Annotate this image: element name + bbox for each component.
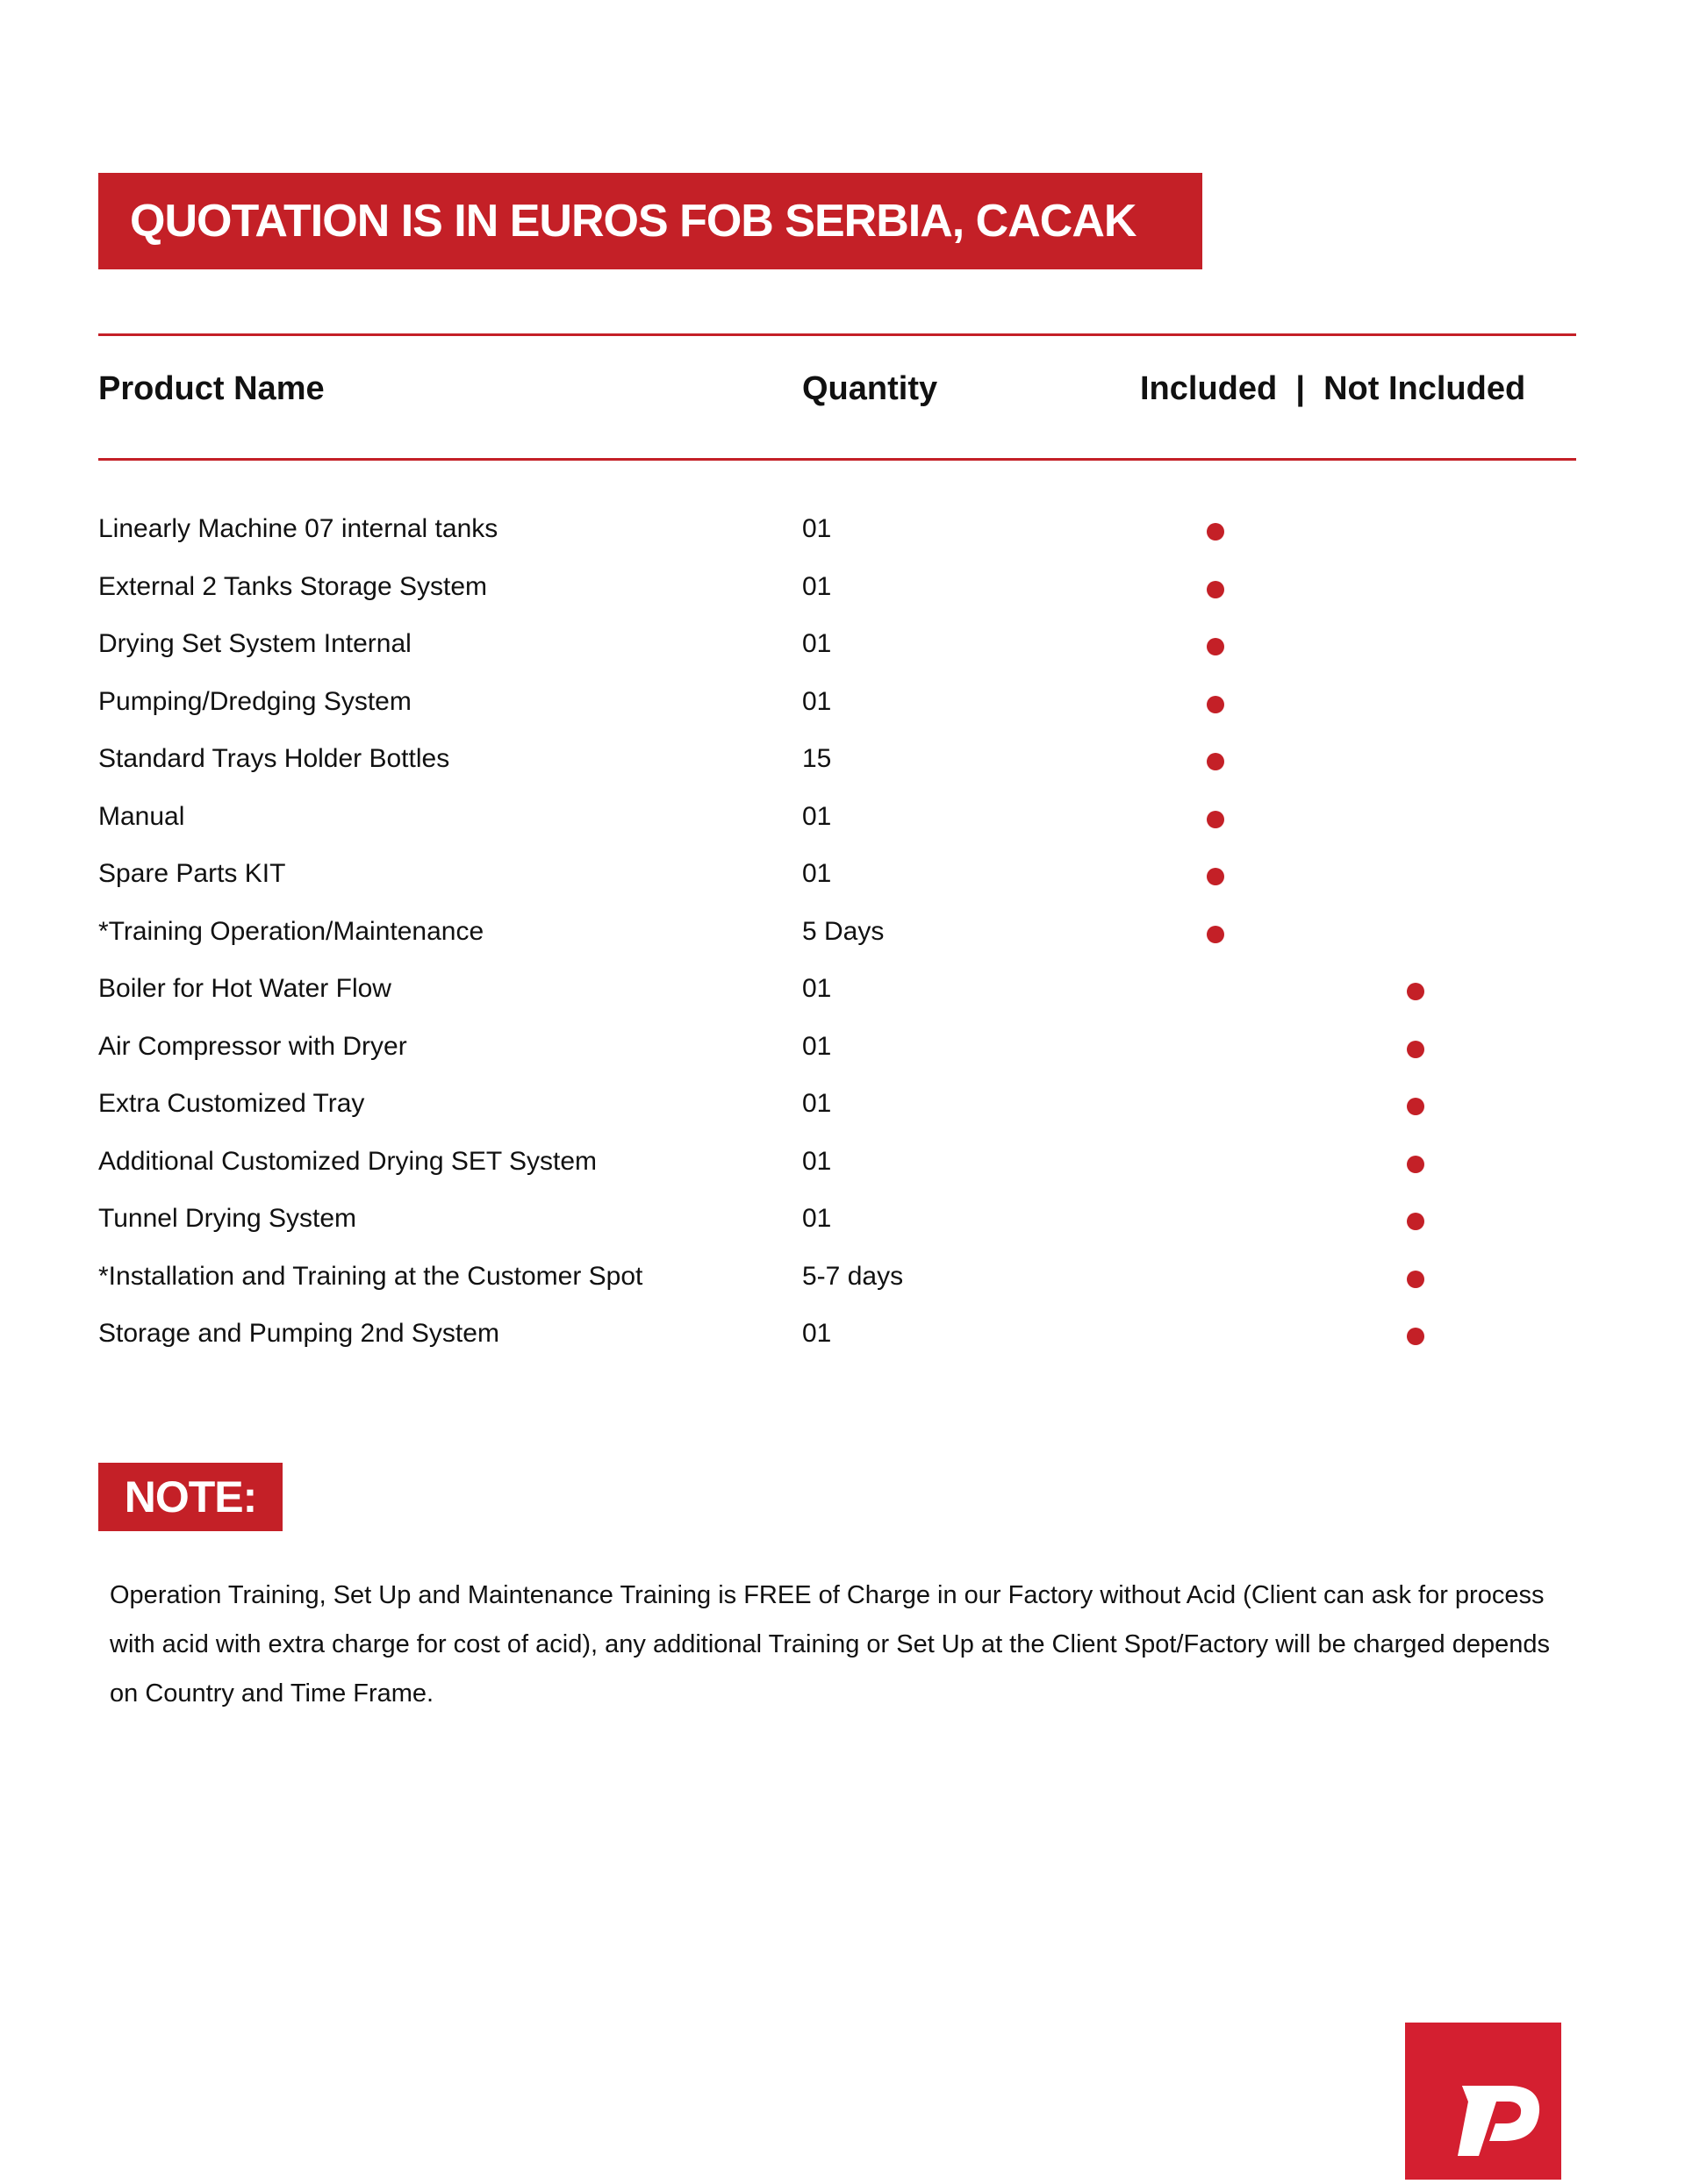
product-quantity: 01 [802, 801, 832, 831]
table-row [0, 1133, 1685, 1191]
included-dot-icon [1207, 753, 1224, 770]
table-row [0, 845, 1685, 903]
column-header-quantity: Quantity [802, 370, 938, 407]
product-quantity: 01 [802, 974, 832, 1003]
not-included-dot-icon [1407, 1213, 1424, 1230]
header-bottom-divider [98, 458, 1576, 461]
table-row [0, 1075, 1685, 1133]
included-dot-icon [1207, 581, 1224, 598]
product-quantity: 01 [802, 1146, 832, 1176]
p-logo-icon [1405, 2023, 1561, 2180]
not-included-dot-icon [1407, 983, 1424, 1000]
table-row [0, 1248, 1685, 1306]
quotation-banner: QUOTATION IS IN EUROS FOB SERBIA, CACAK [98, 173, 1202, 269]
table-row [0, 1190, 1685, 1248]
product-quantity: 01 [802, 571, 832, 601]
product-name: Spare Parts KIT [98, 859, 286, 888]
not-included-dot-icon [1407, 1041, 1424, 1058]
note-label: NOTE: [98, 1463, 283, 1531]
included-dot-icon [1207, 523, 1224, 541]
header-top-divider [98, 333, 1576, 336]
note-text: Operation Training, Set Up and Maintenance Training is FREE of Charge in our Factory without Acid (Client can ask for process with acid with extra charge for cost of acid), any additional Training or Set Up at the Client Spot/Factory will be charged depends on Country and Time Frame. [110, 1581, 1550, 1708]
product-quantity: 15 [802, 744, 832, 773]
not-included-dot-icon [1407, 1328, 1424, 1345]
product-quantity: 01 [802, 1089, 832, 1118]
table-row [0, 903, 1685, 961]
product-name: Boiler for Hot Water Flow [98, 974, 391, 1003]
included-dot-icon [1207, 926, 1224, 943]
included-dot-icon [1207, 811, 1224, 828]
table-row [0, 730, 1685, 788]
table-row [0, 960, 1685, 1018]
company-logo [1405, 2023, 1561, 2180]
product-name: Drying Set System Internal [98, 629, 412, 658]
product-name: Extra Customized Tray [98, 1089, 365, 1118]
product-quantity: 5 Days [802, 916, 885, 946]
product-name: Tunnel Drying System [98, 1204, 356, 1233]
included-dot-icon [1207, 696, 1224, 713]
included-dot-icon [1207, 868, 1224, 885]
product-quantity: 01 [802, 629, 832, 658]
not-included-dot-icon [1407, 1271, 1424, 1288]
product-quantity: 01 [802, 1031, 832, 1061]
product-name: Storage and Pumping 2nd System [98, 1319, 499, 1348]
not-included-dot-icon [1407, 1156, 1424, 1173]
table-row [0, 558, 1685, 616]
product-quantity: 01 [802, 686, 832, 716]
table-row [0, 1018, 1685, 1076]
product-quantity: 5-7 days [802, 1261, 904, 1291]
product-name: Pumping/Dredging System [98, 686, 412, 716]
product-quantity: 01 [802, 859, 832, 888]
product-name: Linearly Machine 07 internal tanks [98, 514, 498, 543]
product-name: Additional Customized Drying SET System [98, 1146, 598, 1176]
table-row [0, 615, 1685, 673]
product-name: Air Compressor with Dryer [98, 1031, 407, 1061]
product-name: External 2 Tanks Storage System [98, 571, 487, 601]
product-quantity: 01 [802, 1204, 832, 1233]
product-quantity: 01 [802, 514, 832, 543]
table-row [0, 500, 1685, 558]
table-row [0, 788, 1685, 846]
column-header-product: Product Name [98, 370, 325, 407]
product-quantity: 01 [802, 1319, 832, 1348]
product-name: *Training Operation/Maintenance [98, 916, 484, 946]
table-row [0, 1305, 1685, 1363]
included-dot-icon [1207, 638, 1224, 655]
not-included-dot-icon [1407, 1098, 1424, 1115]
product-name: *Installation and Training at the Customer Spot [98, 1261, 643, 1291]
product-name: Manual [98, 801, 185, 831]
product-name: Standard Trays Holder Bottles [98, 744, 450, 773]
table-row [0, 673, 1685, 731]
column-header-included: Included | Not Included [1140, 370, 1526, 407]
